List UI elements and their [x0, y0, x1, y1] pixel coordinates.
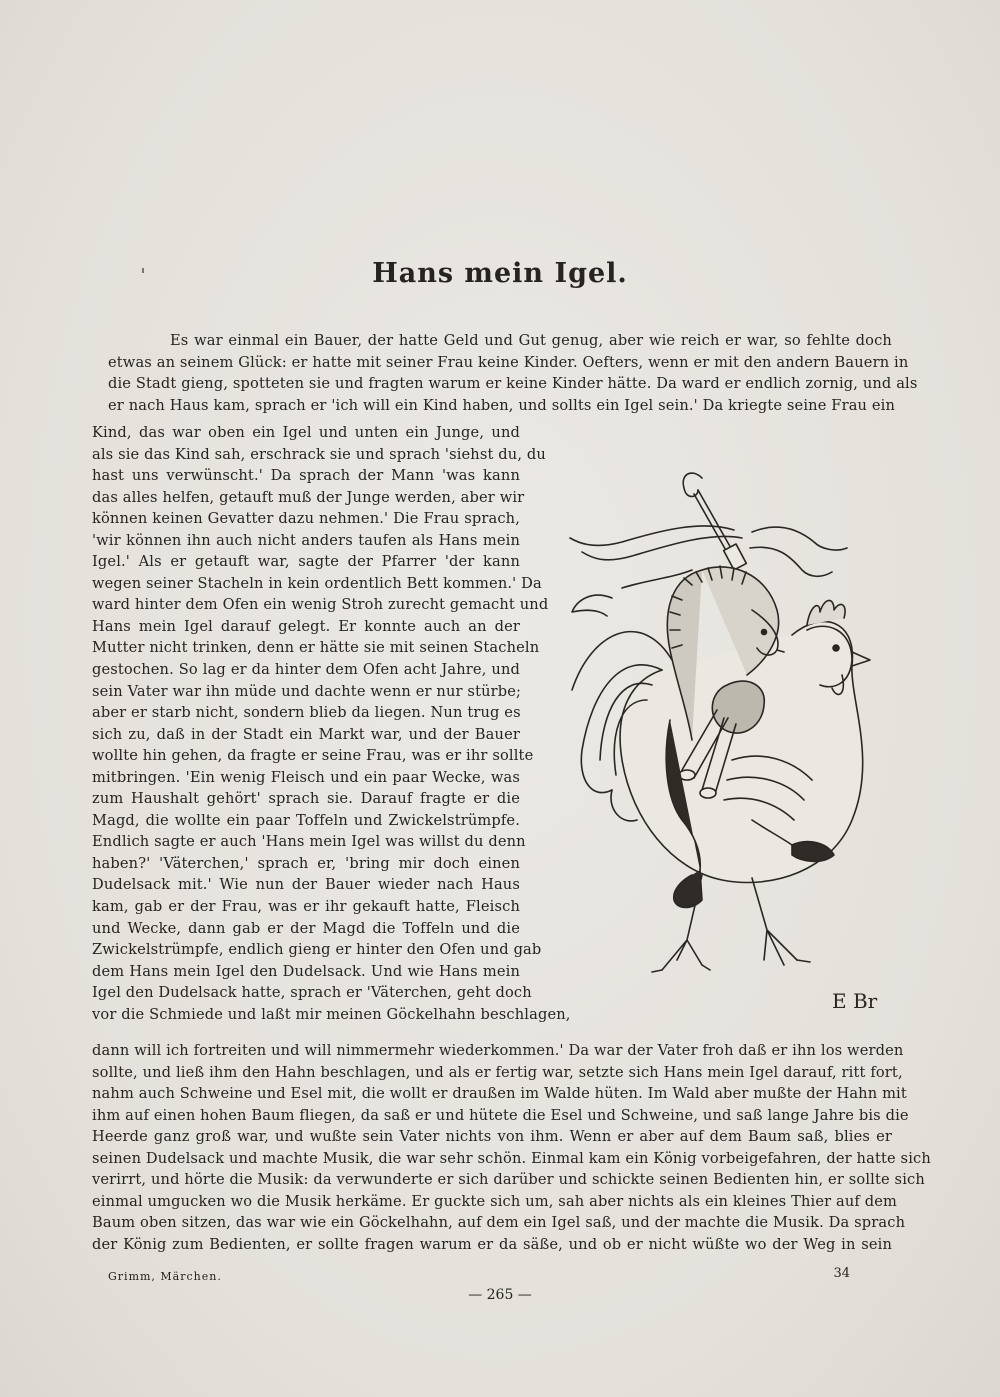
- text-line: hast uns verwünscht.' Da sprach der Mann 'was kann: [92, 467, 520, 485]
- text-line: etwas an seinem Glück: er hatte mit seiner Frau keine Kinder. Oefters, wenn er mit den andern Bauern in: [108, 353, 909, 371]
- page-number: — 265 —: [468, 1287, 532, 1303]
- text-line: 'wir können ihn auch nicht anders taufen als Hans mein: [92, 531, 520, 549]
- text-line: verirrt, und hörte die Musik: da verwunderte er sich darüber und schickte seinen Bedienten hin, er sollte sich: [92, 1171, 925, 1189]
- left-column-text: [92, 422, 571, 1025]
- rooster-hedgehog-drawing: [552, 460, 892, 1020]
- text-line: Igel den Dudelsack hatte, sprach er 'Väterchen, geht doch: [92, 984, 532, 1002]
- text-line: Magd, die wollte ein paar Toffeln und Zwickelstrümpfe.: [92, 811, 520, 829]
- footer-source: Grimm, Märchen.: [108, 1270, 222, 1283]
- text-line: sein Vater war ihn müde und dachte wenn er nur stürbe;: [92, 682, 522, 700]
- text-line: wollte hin gehen, da fragte er seine Frau, was er ihr sollte: [92, 747, 534, 765]
- opening-paragraph: [108, 330, 918, 416]
- text-line: gestochen. So lag er da hinter dem Ofen acht Jahre, und: [92, 661, 520, 679]
- text-line: und Wecke, dann gab er der Magd die Toffeln und die: [92, 919, 520, 937]
- footer-sheet-number: 34: [833, 1266, 850, 1281]
- text-line: kam, gab er der Frau, was er ihr gekauft hatte, Fleisch: [92, 898, 520, 916]
- text-line: dann will ich fortreiten und will nimmermehr wiederkommen.' Da war der Vater froh daß er ihn los werden: [92, 1042, 904, 1059]
- text-line: als sie das Kind sah, erschrack sie und sprach 'siehst du, du: [92, 445, 546, 463]
- text-line: Es war einmal ein Bauer, der hatte Geld und Gut genug, aber wie reich er war, so fehlte doch: [170, 332, 892, 349]
- text-line: dem Hans mein Igel den Dudelsack. Und wie Hans mein: [92, 962, 520, 980]
- text-line: die Stadt gieng, spotteten sie und fragten warum er keine Kinder hätte. Da ward er endlich zornig, und als: [108, 375, 918, 393]
- text-line: Igel.' Als er getauft war, sagte der Pfarrer 'der kann: [92, 553, 520, 571]
- text-line: Mutter nicht trinken, denn er hätte sie mit seinen Stacheln: [92, 639, 540, 657]
- text-line: seinen Dudelsack und machte Musik, die war sehr schön. Einmal kam ein König vorbeigefahren, der hatte sich: [92, 1149, 931, 1167]
- illustrator-signature: E Br: [832, 989, 878, 1013]
- text-line: Heerde ganz groß war, und wußte sein Vater nichts von ihm. Wenn er aber auf dem Baum saß, blies er: [92, 1128, 892, 1146]
- text-line: Zwickelstrümpfe, endlich gieng er hinter den Ofen und gab: [92, 941, 542, 959]
- text-line: er nach Haus kam, sprach er 'ich will ein Kind haben, und sollts ein Igel sein.' Da kriegte seine Frau ein: [108, 396, 896, 414]
- text-line: ihm auf einen hohen Baum fliegen, da saß er und hütete die Esel und Schweine, und saß lange Jahre bis die: [92, 1106, 909, 1124]
- text-line: aber er starb nicht, sondern blieb da liegen. Nun trug es: [92, 704, 521, 722]
- text-line: ward hinter dem Ofen ein wenig Stroh zurecht gemacht und: [92, 596, 549, 614]
- text-line: Dudelsack mit.' Wie nun der Bauer wieder nach Haus: [92, 876, 520, 894]
- story-title: Hans mein Igel.: [372, 258, 628, 289]
- text-line: sich zu, daß in der Stadt ein Markt war, und der Bauer: [92, 725, 520, 743]
- text-line: Kind, das war oben ein Igel und unten ein Junge, und: [92, 424, 520, 441]
- text-line: Baum oben sitzen, das war wie ein Göckelhahn, auf dem ein Igel saß, und der machte die Musik. Da sprach: [92, 1214, 906, 1232]
- bottom-text: [92, 1040, 931, 1255]
- text-line: haben?' 'Väterchen,' sprach er, 'bring mir doch einen: [92, 854, 520, 872]
- illustration-hans-on-rooster: [552, 460, 892, 1020]
- text-line: zum Haushalt gehört' sprach sie. Darauf fragte er die: [92, 790, 520, 808]
- text-line: das alles helfen, getauft muß der Junge werden, aber wir: [92, 488, 525, 506]
- text-line: vor die Schmiede und laßt mir meinen Göckelhahn beschlagen,: [92, 1005, 571, 1023]
- text-line: einmal umgucken wo die Musik herkäme. Er guckte sich um, sah aber nichts als ein kleines Thier auf dem: [92, 1192, 898, 1210]
- text-line: nahm auch Schweine und Esel mit, die wollt er draußen im Walde hüten. Im Wald aber mußte der Hahn mit: [92, 1085, 907, 1103]
- text-line: mitbringen. 'Ein wenig Fleisch und ein paar Wecke, was: [92, 768, 520, 786]
- text-line: wegen seiner Stacheln in kein ordentlich Bett kommen.' Da: [92, 574, 542, 592]
- text-line: Endlich sagte er auch 'Hans mein Igel was willst du denn: [92, 833, 526, 851]
- text-line: Hans mein Igel darauf gelegt. Er konnte auch an der: [92, 617, 520, 635]
- text-line: sollte, und ließ ihm den Hahn beschlagen, und als er fertig war, setzte sich Hans mein Igel darauf, ritt fort,: [92, 1063, 903, 1081]
- text-line: können keinen Gevatter dazu nehmen.' Die Frau sprach,: [92, 510, 520, 528]
- text-line: der König zum Bedienten, er sollte fragen warum er da säße, und ob er nicht wüßte wo der Weg in sein: [92, 1235, 892, 1253]
